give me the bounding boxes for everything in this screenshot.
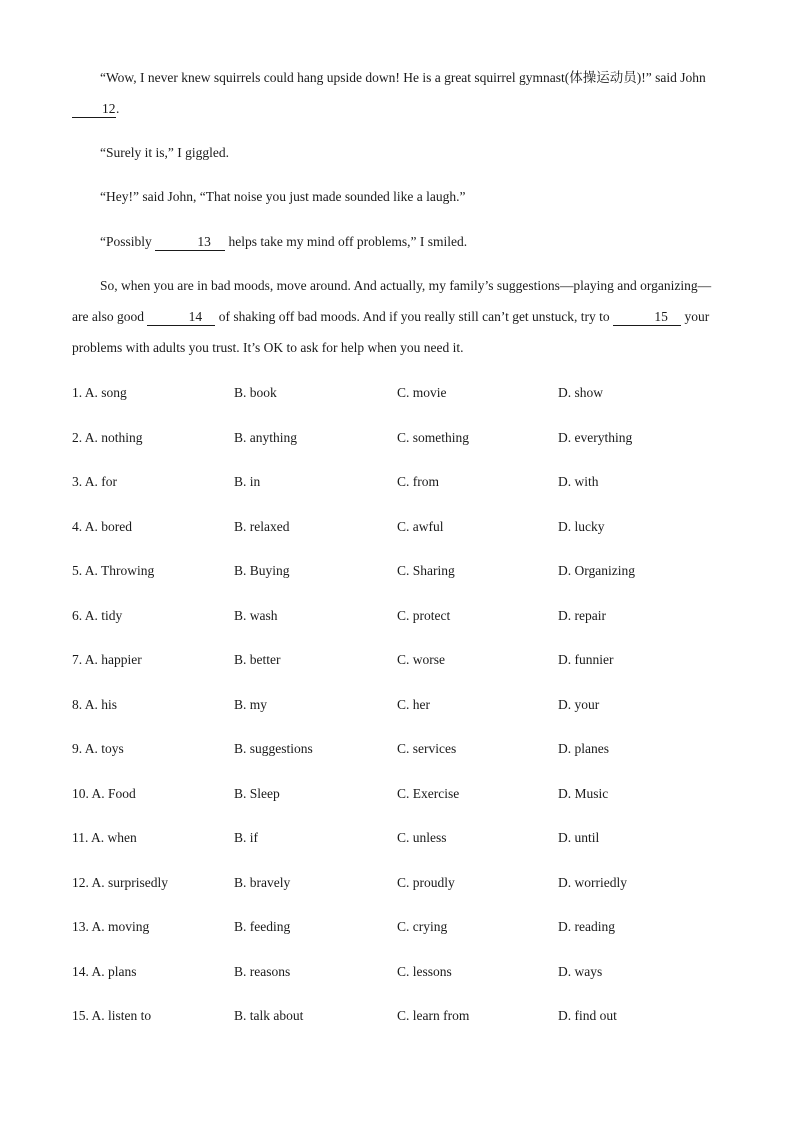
option-c: C. crying (397, 919, 448, 934)
paragraph-text: So, when you are in bad moods, move around. And actually, my family’s suggestions—playing and organizing—are also good (72, 278, 712, 324)
passage-paragraph-2: “Surely it is,” I giggled. (100, 145, 229, 160)
question-row (72, 1003, 732, 1048)
option-b: B. feeding (234, 919, 291, 934)
question-row (72, 959, 732, 1004)
question-row (72, 558, 732, 603)
option-c: C. from (397, 474, 439, 489)
option-a: 15. A. listen to (72, 1008, 152, 1023)
option-a: 11. A. when (72, 830, 137, 845)
option-a: 8. A. his (72, 696, 118, 712)
option-d: D. your (558, 696, 600, 712)
option-d: D. until (558, 830, 600, 845)
option-b: B. if (234, 830, 259, 845)
option-b: B. in (234, 474, 261, 489)
question-row (72, 870, 732, 915)
option-b: B. suggestions (234, 741, 313, 756)
blank-13: 13 (155, 234, 225, 251)
paragraph-text: helps take my mind off problems,” I smiled. (225, 234, 468, 249)
option-b: B. my (234, 696, 268, 712)
option-b: B. Sleep (234, 785, 280, 801)
option-c: C. services (397, 741, 457, 756)
option-c: C. unless (397, 830, 447, 845)
option-a: 13. A. moving (72, 919, 150, 934)
passage-paragraph-5 (72, 270, 712, 363)
option-d: D. Organizing (558, 563, 635, 578)
option-c: C. Exercise (397, 785, 460, 801)
option-a: 3. A. for (72, 474, 117, 489)
passage-paragraph-4 (72, 226, 712, 257)
option-d: D. everything (558, 429, 633, 445)
option-d: D. worriedly (558, 874, 627, 890)
question-row (72, 647, 732, 692)
option-c: C. something (397, 429, 470, 445)
paragraph-text: of shaking off bad moods. And if you really still can’t get unstuck, try to (215, 309, 614, 324)
question-row (72, 425, 732, 470)
blank-15: 15 (613, 309, 681, 326)
option-b: B. relaxed (234, 518, 290, 534)
paragraph-text: . (116, 101, 120, 116)
option-a: 4. A. bored (72, 518, 132, 534)
question-row (72, 781, 732, 826)
paragraph-text: “Wow, I never knew squirrels could hang upside down! He is a great squirrel gymnast(体操运动员)!” said John (100, 70, 706, 85)
option-a: 1. A. song (72, 385, 127, 400)
paragraph-text: your problems with adults you trust. It’s OK to ask for help when you need it. (72, 309, 710, 355)
option-c: C. protect (397, 607, 451, 623)
option-a: 10. A. Food (72, 785, 136, 801)
option-b: B. talk about (234, 1008, 304, 1023)
option-d: D. reading (558, 919, 615, 934)
question-row (72, 380, 732, 425)
option-b: B. reasons (234, 963, 291, 979)
option-c: C. awful (397, 518, 444, 534)
blank-14: 14 (147, 309, 215, 326)
option-a: 12. A. surprisedly (72, 874, 168, 890)
paragraph-text: “Possibly (100, 234, 156, 249)
option-a: 14. A. plans (72, 963, 137, 979)
option-c: C. learn from (397, 1008, 470, 1023)
option-c: C. worse (397, 652, 445, 667)
option-b: B. anything (234, 429, 297, 445)
question-row (72, 603, 732, 648)
passage-paragraph-1 (72, 62, 712, 124)
option-d: D. show (558, 385, 604, 400)
option-d: D. find out (558, 1008, 617, 1023)
passage-paragraph-3: “Hey!” said John, “That noise you just made sounded like a laugh.” (100, 189, 466, 204)
option-b: B. Buying (234, 563, 290, 578)
option-b: B. better (234, 652, 281, 667)
option-c: C. movie (397, 385, 447, 400)
option-d: D. ways (558, 963, 603, 979)
question-row (72, 825, 732, 870)
question-row (72, 514, 732, 559)
option-d: D. planes (558, 741, 609, 756)
option-c: C. Sharing (397, 563, 455, 578)
question-row (72, 914, 732, 959)
option-a: 5. A. Throwing (72, 563, 155, 578)
option-c: C. lessons (397, 963, 452, 979)
option-d: D. with (558, 474, 599, 489)
answer-options-list (72, 380, 732, 1048)
option-d: D. funnier (558, 652, 614, 667)
option-b: B. bravely (234, 874, 291, 890)
option-c: C. her (397, 696, 430, 712)
option-b: B. book (234, 385, 277, 400)
question-row (72, 692, 732, 737)
option-a: 2. A. nothing (72, 429, 143, 445)
option-a: 6. A. tidy (72, 607, 123, 623)
option-d: D. repair (558, 607, 606, 623)
option-a: 7. A. happier (72, 652, 142, 667)
option-a: 9. A. toys (72, 741, 124, 756)
question-row (72, 469, 732, 514)
blank-12: 12 (72, 101, 116, 118)
option-c: C. proudly (397, 874, 455, 890)
option-b: B. wash (234, 607, 278, 623)
option-d: D. Music (558, 785, 609, 801)
option-d: D. lucky (558, 518, 605, 534)
question-row (72, 736, 732, 781)
